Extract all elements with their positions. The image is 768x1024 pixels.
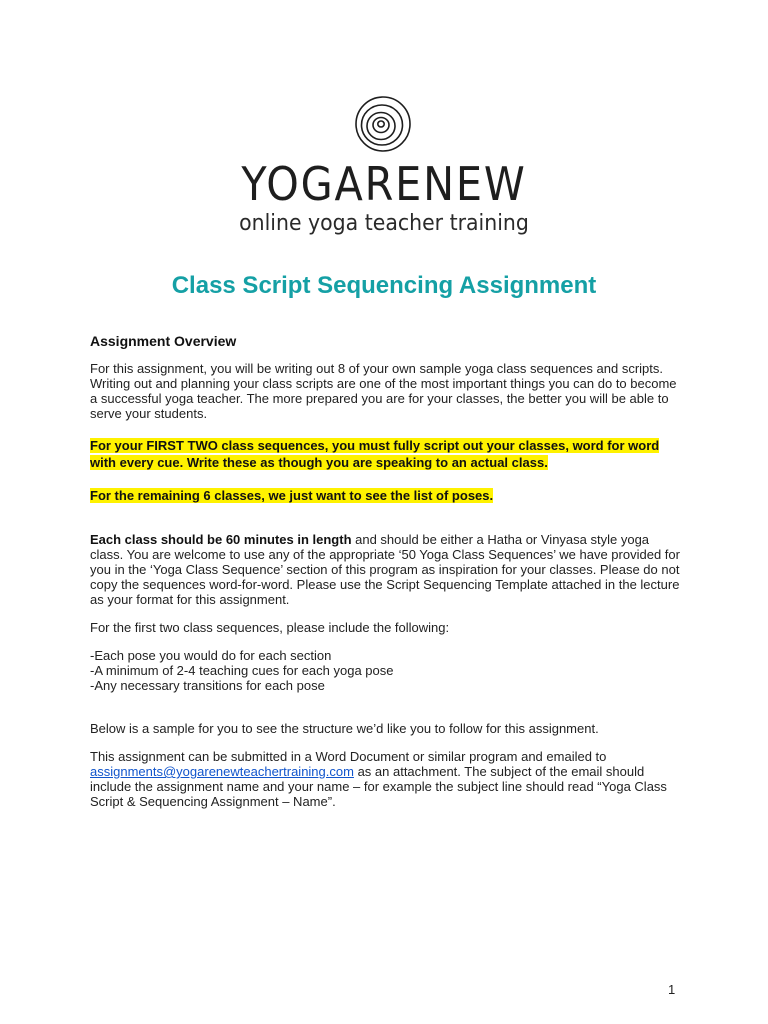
highlight-remaining-six: For the remaining 6 classes, we just want to see the list of poses.: [90, 488, 494, 503]
include-item: -Any necessary transitions for each pose: [90, 678, 325, 693]
section-heading: Assignment Overview: [90, 333, 237, 349]
page-number: 1: [668, 982, 676, 997]
concentric-spiral-logo-icon: [353, 94, 413, 154]
submission-intro: This assignment can be submitted in a Word Document or similar program and emailed to: [90, 749, 607, 764]
length-bold-text: Each class should be 60 minutes in length: [90, 532, 352, 547]
highlight-first-two: For your FIRST TWO class sequences, you must fully script out your classes, word for word with every cue. Write these as though you are speaking to an actual class.: [90, 438, 660, 470]
brand-tagline: online yoga teacher training: [239, 211, 529, 236]
include-item: -Each pose you would do for each section: [90, 648, 332, 663]
email-link[interactable]: assignments@yogarenewteachertraining.com: [90, 764, 354, 779]
length-rest-text: and should be either a Hatha or Vinyasa style yoga class. You are welcome to use any of the appropriate ‘50 Yoga Class Sequences’ we have provided for you in the ‘Yoga Class Sequence’ section of this program as inspiration for your classes. Please do not copy the sequences word-for-word. Please use the Script Sequencing Template attached in the lecture as your format for this assignment.: [90, 532, 680, 607]
submission-paragraph: [90, 749, 682, 809]
brand-name: YOGARENEW: [241, 157, 527, 211]
include-intro: For the first two class sequences, please include the following:: [90, 620, 450, 635]
include-item: -A minimum of 2-4 teaching cues for each yoga pose: [90, 663, 394, 678]
length-paragraph: [90, 532, 682, 607]
submission-rest: as an attachment. The subject of the email should include the assignment name and your name – for example the subject line should read “Yoga Class Script & Sequencing Assignment – Name”.: [90, 764, 667, 809]
page-title: Class Script Sequencing Assignment: [171, 272, 597, 299]
document-body: [90, 332, 682, 809]
sample-note: Below is a sample for you to see the structure we’d like you to follow for this assignment.: [90, 721, 599, 736]
overview-paragraph: For this assignment, you will be writing out 8 of your own sample yoga class sequences and scripts. Writing out and planning your class scripts are one of the most important things you can do to become a successful yoga teacher. The more prepared you are for your classes, the better you will be able to serve your students.: [90, 361, 677, 421]
